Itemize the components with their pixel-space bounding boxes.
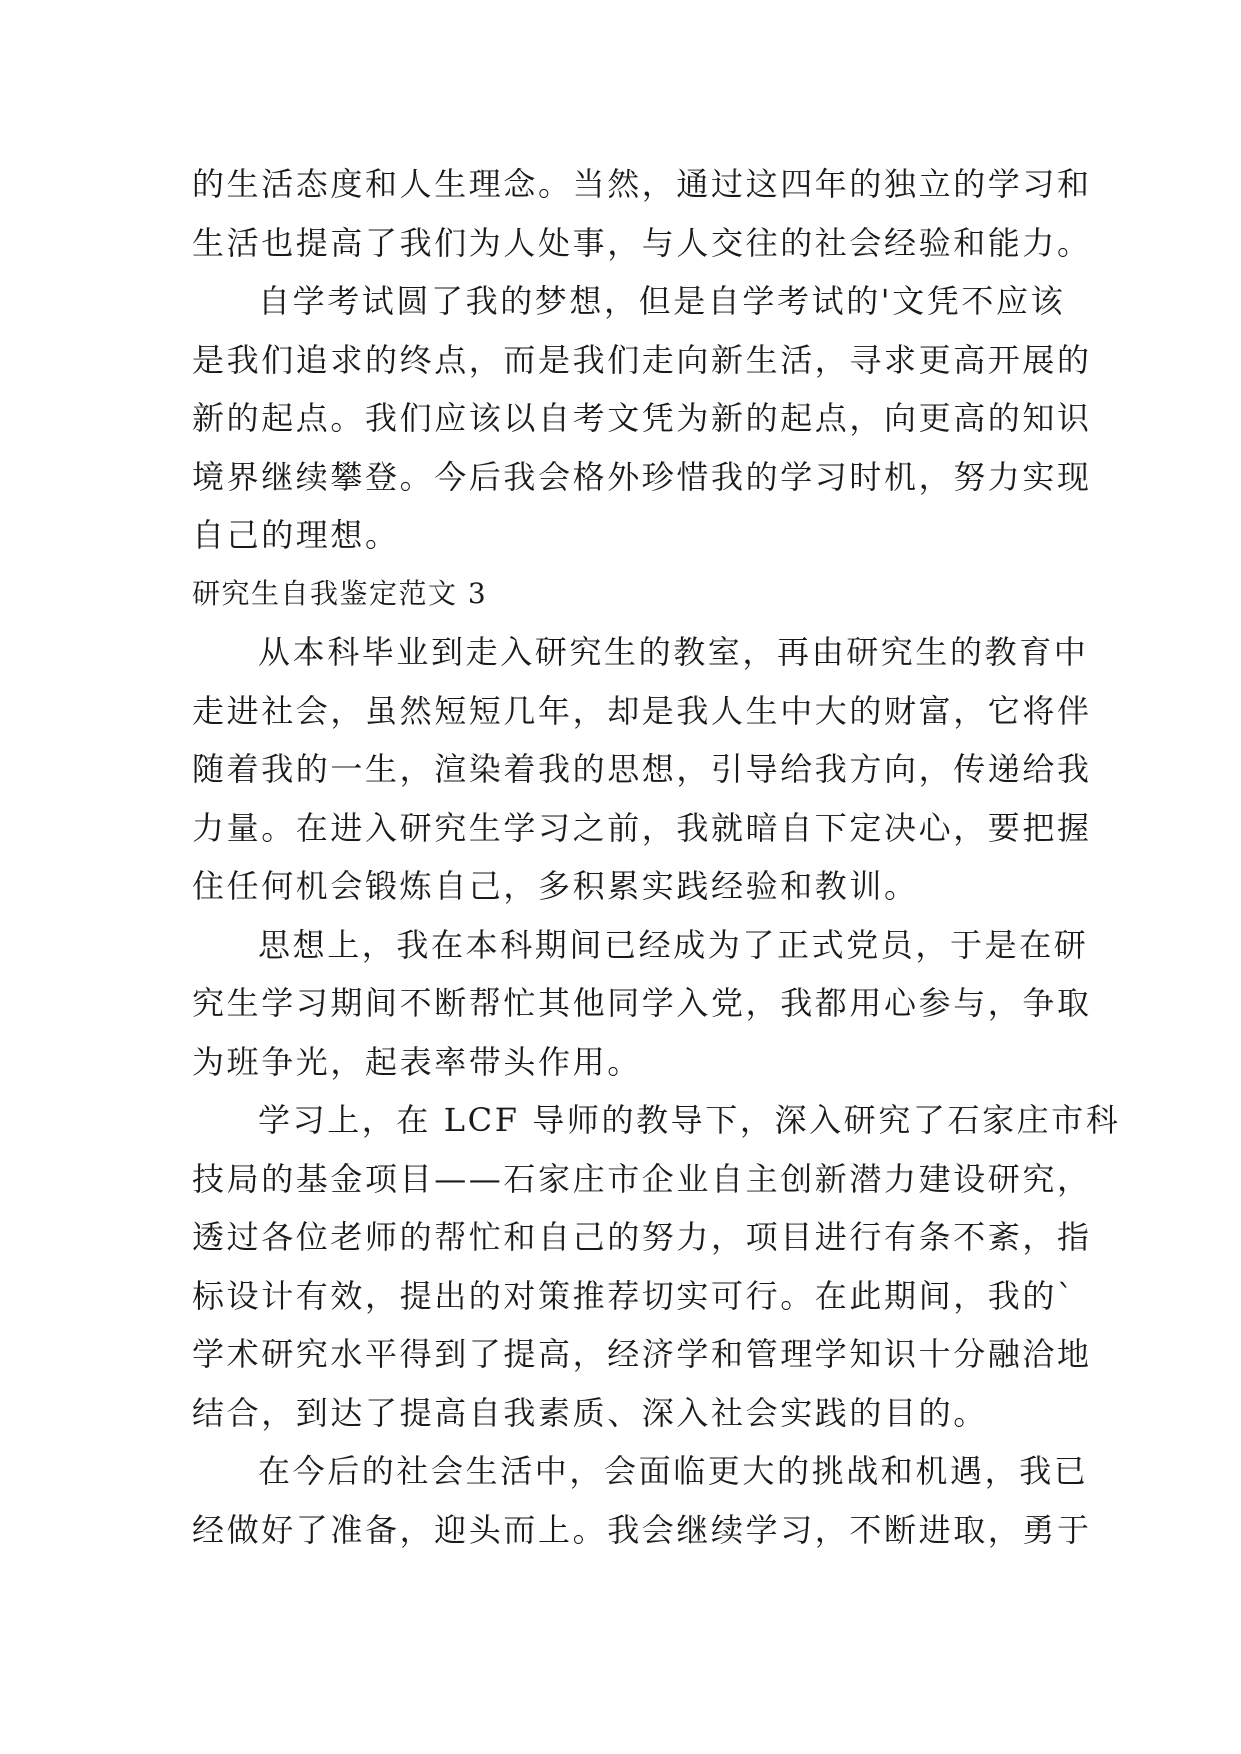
text-line: 境界继续攀登。今后我会格外珍惜我的学习时机，努力实现 — [192, 457, 1092, 496]
text-line: 为班争光，起表率带头作用。 — [192, 1042, 642, 1081]
text-line: 走进社会，虽然短短几年，却是我人生中大的财富，它将伴 — [192, 691, 1092, 730]
text-line: 透过各位老师的帮忙和自己的努力，项目进行有条不紊，指 — [192, 1218, 1092, 1256]
text-line: 新的起点。我们应该以自考文凭为新的起点，向更高的知识 — [192, 399, 1092, 437]
text-line: 经做好了准备，迎头而上。我会继续学习，不断进取，勇于 — [192, 1510, 1092, 1549]
text-line: 的生活态度和人生理念。当然，通过这四年的独立的学习和 — [192, 165, 1092, 203]
text-line: 生活也提高了我们为人处事，与人交往的社会经验和能力。 — [192, 223, 1092, 262]
text-line: 学术研究水平得到了提高，经济学和管理学知识十分融洽地 — [192, 1335, 1092, 1373]
paragraph-start-line: 学习上，在 LCF 导师的教导下，深入研究了石家庄市科 — [258, 1101, 1121, 1139]
text-line: 住任何机会锻炼自己，多积累实践经验和教训。 — [192, 867, 919, 905]
text-line: 标设计有效，提出的对策推荐切实可行。在此期间，我的` — [192, 1276, 1076, 1315]
document-body — [192, 155, 1121, 1559]
text-line: 结合，到达了提高自我素质、深入社会实践的目的。 — [192, 1393, 988, 1432]
paragraph-start-line: 在今后的社会生活中，会面临更大的挑战和机遇，我已 — [258, 1452, 1089, 1490]
paragraph-start-line: 自学考试圆了我的梦想，但是自学考试的'文凭不应该 — [258, 282, 1066, 320]
text-line: 技局的基金项目——石家庄市企业自主创新潜力建设研究， — [192, 1159, 1092, 1198]
text-line: 力量。在进入研究生学习之前，我就暗自下定决心，要把握 — [192, 808, 1092, 847]
paragraph-start-line: 从本科毕业到走入研究生的教室，再由研究生的教育中 — [258, 633, 1089, 671]
text-line: 是我们追求的终点，而是我们走向新生活，寻求更高开展的 — [192, 340, 1092, 379]
paragraph-start-line: 思想上，我在本科期间已经成为了正式党员，于是在研 — [258, 925, 1089, 964]
text-line: 随着我的一生，渲染着我的思想，引导给我方向，传递给我 — [192, 750, 1092, 788]
text-line: 自己的理想。 — [192, 516, 400, 554]
section-heading: 研究生自我鉴定范文 3 — [192, 576, 488, 610]
text-line: 究生学习期间不断帮忙其他同学入党，我都用心参与，争取 — [192, 984, 1092, 1022]
